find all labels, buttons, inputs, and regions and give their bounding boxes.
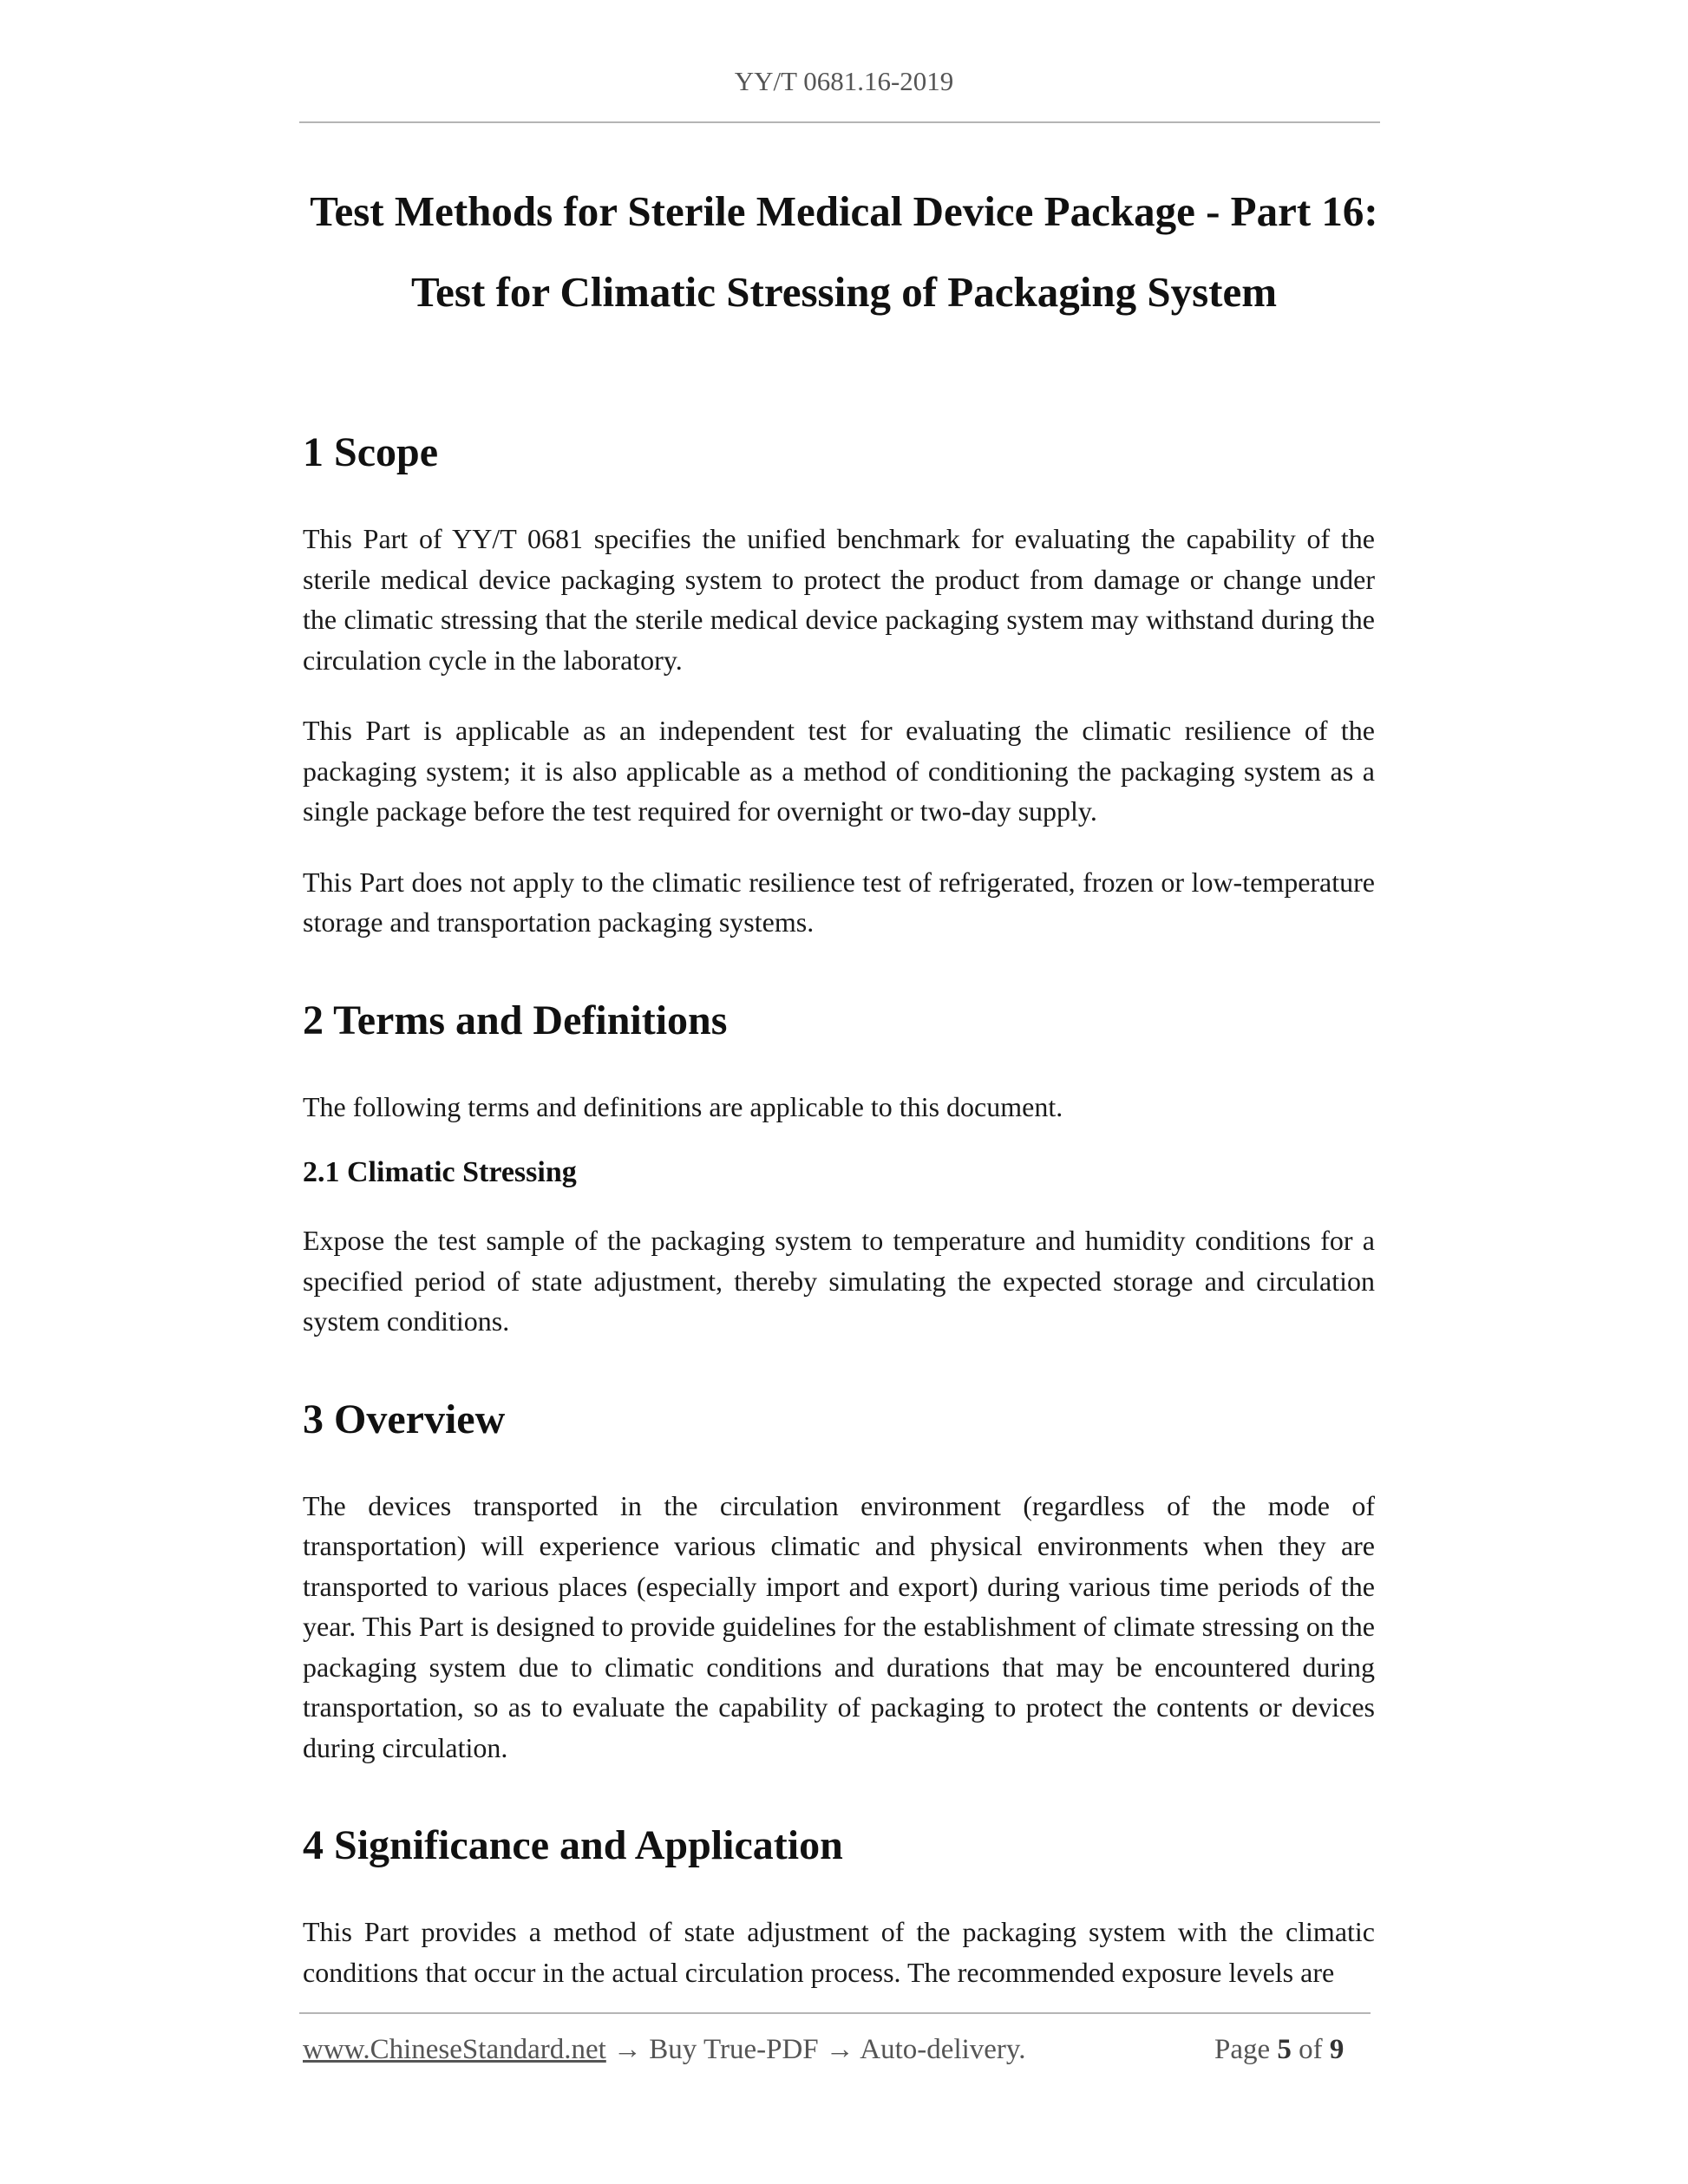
header-divider bbox=[299, 121, 1380, 123]
website-link[interactable]: www.ChineseStandard.net bbox=[303, 2034, 606, 2065]
footer-divider bbox=[299, 2012, 1371, 2014]
footer-promo bbox=[303, 2034, 1026, 2066]
document-code-header: YY/T 0681.16-2019 bbox=[734, 66, 954, 96]
overview-paragraph-1: The devices transported in the circulation environment (regardless of the mode of transportation) will experience various climatic and physical environments when they are transported to various places (especially import and export) during various time periods of the year. This Part is designed to provide guidelines for the establishment of climate stressing on the packaging system due to climatic conditions and durations that may be encountered during transportation, so as to evaluate the capability of packaging to protect the contents or devices during circulation. bbox=[303, 1489, 1375, 1763]
document-title-line-1: Test Methods for Sterile Medical Device Package - Part 16: bbox=[310, 187, 1378, 235]
document-body bbox=[303, 425, 1375, 1992]
subsection-heading-climatic-stressing: 2.1 Climatic Stressing bbox=[303, 1156, 577, 1188]
climatic-stressing-definition: Expose the test sample of the packaging system to temperature and humidity conditions for a specified period of state adjustment, thereby simulating the expected storage and circulation system conditions. bbox=[303, 1225, 1375, 1337]
scope-paragraph-3: This Part does not apply to the climatic resilience test of refrigerated, frozen or low-temperature storage and transportation packaging systems. bbox=[303, 866, 1375, 938]
scope-paragraph-2: This Part is applicable as an independent test for evaluating the climatic resilience of the packaging system; it is also applicable as a method of conditioning the packaging system as a single package before the test required for overnight or two-day supply. bbox=[303, 715, 1375, 827]
page-of-label: of bbox=[1299, 2034, 1323, 2065]
footer-promo-text: → Buy True-PDF → Auto-delivery. bbox=[605, 2034, 1026, 2065]
section-heading-significance: 4 Significance and Application bbox=[303, 1822, 843, 1868]
scope-paragraph-1: This Part of YY/T 0681 specifies the unified benchmark for evaluating the capability of the sterile medical device packaging system to protect the product from damage or change under the climatic stressing that the sterile medical device packaging system may withstand during the circulation cycle in the laboratory. bbox=[303, 523, 1375, 676]
page-indicator bbox=[1214, 2034, 1344, 2066]
page-label: Page bbox=[1214, 2034, 1271, 2065]
document-title-line-2: Test for Climatic Stressing of Packaging System bbox=[410, 268, 1278, 316]
page-current: 5 bbox=[1277, 2034, 1292, 2065]
section-heading-scope: 1 Scope bbox=[303, 429, 438, 475]
terms-paragraph-1: The following terms and definitions are applicable to this document. bbox=[303, 1090, 1063, 1122]
page-total: 9 bbox=[1329, 2034, 1345, 2065]
significance-paragraph-1: This Part provides a method of state adjustment of the packaging system with the climatic conditions that occur in the actual circulation process. The recommended exposure levels are bbox=[303, 1916, 1375, 1988]
section-heading-overview: 3 Overview bbox=[303, 1396, 506, 1442]
section-heading-terms: 2 Terms and Definitions bbox=[303, 997, 728, 1043]
